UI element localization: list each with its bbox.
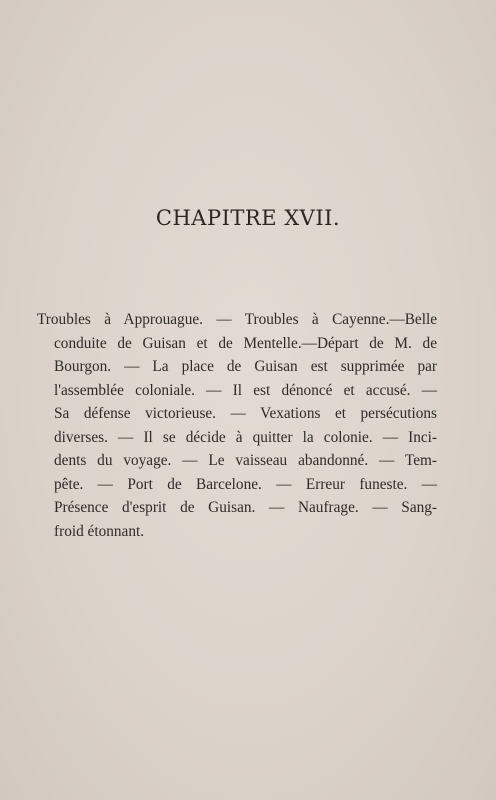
chapter-summary — [37, 308, 437, 543]
summary-line-8: pête. — Port de Barcelone. — Erreur funeste. — — [54, 475, 437, 493]
summary-line-9: Présence d'esprit de Guisan. — Naufrage. — Sang- — [54, 499, 437, 516]
summary-line-7: dents du voyage. — Le vaisseau abandonné. — Tem- — [54, 452, 437, 469]
summary-line-10: froid étonnant. — [54, 522, 145, 540]
summary-line-3: Bourgon. — La place de Guisan est supprimée par — [54, 358, 437, 375]
summary-line-4: l'assemblée coloniale. — Il est dénoncé et accusé. — — [54, 381, 437, 399]
chapter-title: CHAPITRE XVII. — [155, 206, 341, 230]
summary-line-5: Sa défense victorieuse. — Vexations et persécutions — [54, 405, 437, 422]
summary-line-1: Troubles à Approuague. — Troubles à Cayenne.—Belle — [37, 311, 437, 328]
summary-line-6: diverses. — Il se décide à quitter la colonie. — Inci- — [54, 428, 437, 446]
summary-line-2: conduite de Guisan et de Mentelle.—Départ de M. de — [54, 334, 437, 352]
